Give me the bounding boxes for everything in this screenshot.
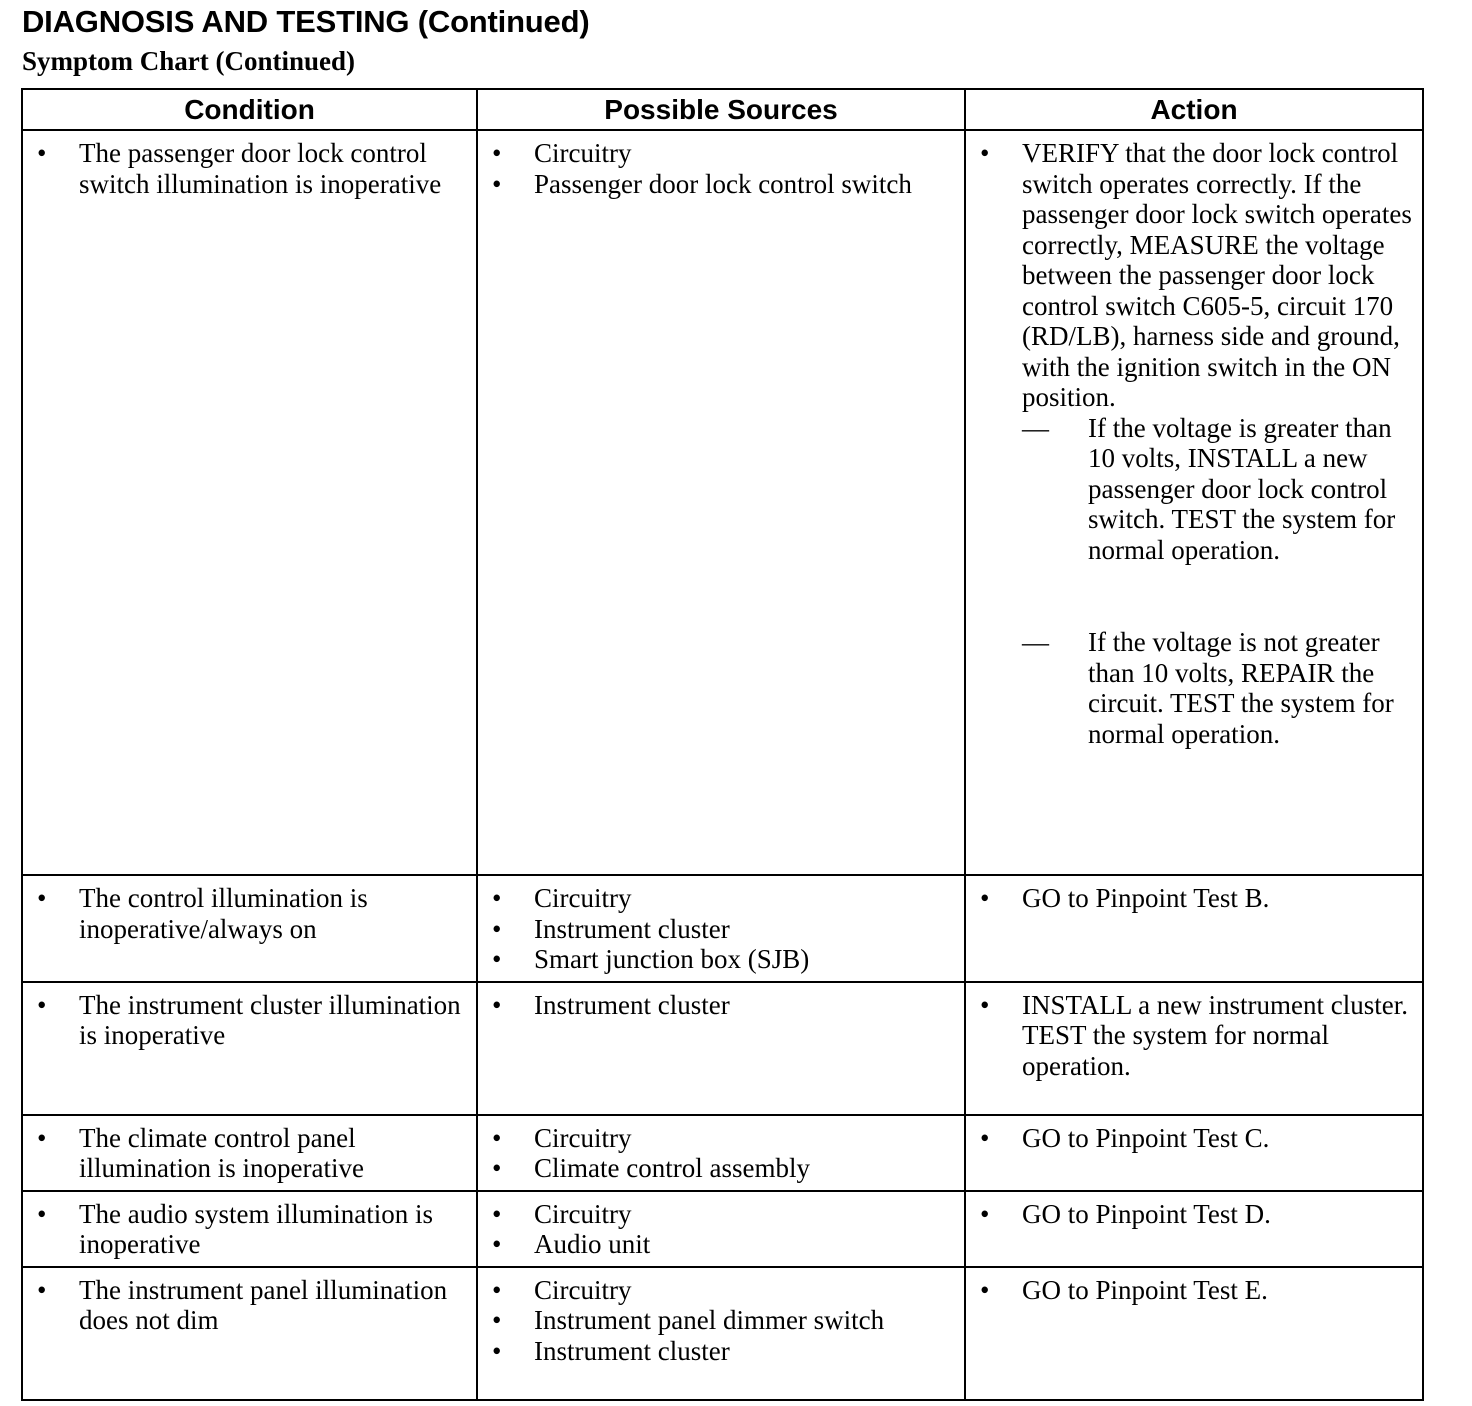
symptom-chart-table — [21, 88, 1424, 1401]
dash-marker: — — [1022, 627, 1049, 657]
sources-cell — [477, 875, 965, 982]
sources-list — [478, 990, 954, 1021]
sources-cell — [477, 982, 965, 1115]
condition-cell — [22, 875, 477, 982]
list-item: • Passenger door lock control switch — [478, 169, 954, 200]
list-item: • Instrument cluster — [478, 914, 954, 945]
table-row — [22, 982, 1423, 1115]
table-row — [22, 875, 1423, 982]
sources-cell — [477, 1115, 965, 1191]
condition-cell — [22, 1191, 477, 1267]
action-sub-list — [1022, 413, 1412, 750]
condition-cell — [22, 130, 477, 875]
list-item: • The passenger door lock control switch illumination is inoperative — [23, 138, 466, 199]
list-item: • The instrument cluster illumination is inoperative — [23, 990, 466, 1051]
table-row — [22, 1267, 1423, 1400]
condition-cell — [22, 1267, 477, 1400]
list-item: • Smart junction box (SJB) — [478, 944, 954, 975]
list-item: • Circuitry — [478, 1123, 954, 1154]
action-cell — [965, 1267, 1423, 1400]
sources-list — [478, 1123, 954, 1184]
condition-cell — [22, 1115, 477, 1191]
condition-list — [23, 1275, 466, 1336]
list-item: • The audio system illumination is inoperative — [23, 1199, 466, 1260]
action-list — [966, 1275, 1412, 1306]
sub-item-text: If the voltage is greater than 10 volts, INSTALL a new passenger door lock control switch. TEST the system for normal operation. — [1088, 412, 1396, 565]
action-cell — [965, 875, 1423, 982]
condition-cell — [22, 982, 477, 1115]
list-item — [966, 138, 1412, 749]
list-item: • The climate control panel illumination is inoperative — [23, 1123, 466, 1184]
sources-list — [478, 138, 954, 199]
list-item: • GO to Pinpoint Test B. — [966, 883, 1412, 914]
list-item: • Instrument cluster — [478, 1336, 954, 1367]
sources-list — [478, 883, 954, 975]
sub-list-item — [1022, 627, 1412, 749]
condition-list — [23, 883, 466, 944]
condition-list — [23, 138, 466, 199]
list-item: • Instrument cluster — [478, 990, 954, 1021]
condition-list — [23, 1199, 466, 1260]
action-list — [966, 883, 1412, 914]
header-possible-sources: Possible Sources — [477, 89, 965, 130]
action-cell — [965, 1115, 1423, 1191]
action-list — [966, 1123, 1412, 1154]
sources-list — [478, 1199, 954, 1260]
action-text: VERIFY that the door lock control switch operates correctly. If the passenger door lock switch operates correctly, MEASURE the voltage between the passenger door lock control switch C605-5, circuit 170 (RD/LB), harness side and ground, with the ignition switch in the ON position. — [1022, 138, 1412, 412]
sources-cell — [477, 1191, 965, 1267]
action-cell — [965, 130, 1423, 875]
action-cell — [965, 982, 1423, 1115]
sources-cell — [477, 130, 965, 875]
list-item: • GO to Pinpoint Test E. — [966, 1275, 1412, 1306]
table-row — [22, 1115, 1423, 1191]
action-cell — [965, 1191, 1423, 1267]
sources-list — [478, 1275, 954, 1367]
dash-marker: — — [1022, 412, 1049, 443]
condition-list — [23, 990, 466, 1051]
list-item: • Climate control assembly — [478, 1153, 954, 1184]
list-item: • Instrument panel dimmer switch — [478, 1305, 954, 1336]
table-row — [22, 1191, 1423, 1267]
list-item: • Circuitry — [478, 883, 954, 914]
list-item: • Circuitry — [478, 1199, 954, 1230]
header-action: Action — [965, 89, 1423, 130]
action-list — [966, 990, 1412, 1082]
page-subtitle: Symptom Chart (Continued) — [22, 46, 356, 76]
sub-item-text: If the voltage is not greater than 10 volts, REPAIR the circuit. TEST the system for normal operation. — [1088, 627, 1394, 749]
action-list — [966, 138, 1412, 749]
condition-list — [23, 1123, 466, 1184]
sources-cell — [477, 1267, 965, 1400]
header-condition: Condition — [22, 89, 477, 130]
sub-list-item — [1022, 413, 1412, 566]
list-item: • GO to Pinpoint Test D. — [966, 1199, 1412, 1230]
list-item: • Circuitry — [478, 1275, 954, 1306]
page-title: DIAGNOSIS AND TESTING (Continued) — [22, 4, 590, 39]
list-item: • Circuitry — [478, 138, 954, 169]
list-item: • The control illumination is inoperative/always on — [23, 883, 466, 944]
list-item: • INSTALL a new instrument cluster. TEST the system for normal operation. — [966, 990, 1412, 1082]
table-header-row — [22, 89, 1423, 130]
list-item: • Audio unit — [478, 1229, 954, 1260]
list-item: • The instrument panel illumination does not dim — [23, 1275, 466, 1336]
table-row — [22, 130, 1423, 875]
action-list — [966, 1199, 1412, 1230]
list-item: • GO to Pinpoint Test C. — [966, 1123, 1412, 1154]
